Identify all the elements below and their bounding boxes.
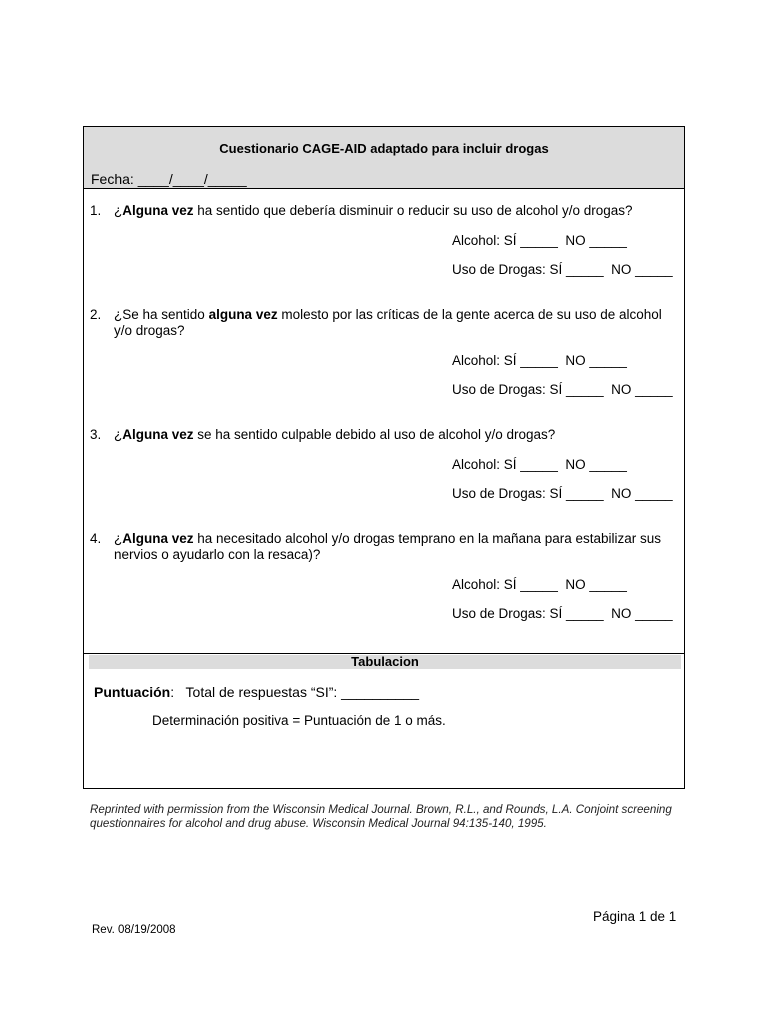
tabulation-title: Tabulacion [89,655,681,669]
questionnaire-form [83,126,685,789]
alcohol-answer-1[interactable]: Alcohol: SÍ _____ NO _____ [452,233,627,248]
alcohol-answer-3[interactable]: Alcohol: SÍ _____ NO _____ [452,457,627,472]
score-label: Puntuación [94,684,171,700]
date-field[interactable]: Fecha: ____/____/_____ [91,171,247,187]
question-prefix: ¿ [114,427,123,442]
alcohol-answer-4[interactable]: Alcohol: SÍ _____ NO _____ [452,577,627,592]
drugs-answer-2[interactable]: Uso de Drogas: SÍ _____ NO _____ [452,382,673,397]
question-text [114,203,680,219]
question-emphasis: Alguna vez [122,427,194,442]
revision-date: Rev. 08/19/2008 [92,924,176,936]
question-text [114,307,680,339]
reference-note: Reprinted with permission from the Wisconsin Medical Journal. Brown, R.L., and Rounds, L.A. Conjoint screening questionnaires for alcohol and drug abuse. Wisconsin Medical Journal 94:135-140, 1995. [90,803,672,830]
question-number: 2. [90,307,102,322]
question-prefix: ¿Se ha sentido [114,307,209,322]
question-body: molesto por las críticas de la gente acerca de su uso de alcohol y/o drogas? [114,307,662,338]
form-title: Cuestionario CAGE-AID adaptado para incluir drogas [219,141,549,156]
drugs-answer-1[interactable]: Uso de Drogas: SÍ _____ NO _____ [452,262,673,277]
question-body: ha sentido que debería disminuir o reducir su uso de alcohol y/o drogas? [193,203,633,218]
drugs-answer-3[interactable]: Uso de Drogas: SÍ _____ NO _____ [452,486,673,501]
alcohol-answer-2[interactable]: Alcohol: SÍ _____ NO _____ [452,353,627,368]
form-header [84,127,684,189]
page-number: Página 1 de 1 [593,909,677,924]
question-text [114,531,680,563]
question-text [114,427,680,443]
question-number: 3. [90,427,102,442]
question-emphasis: Alguna vez [122,531,194,546]
question-prefix: ¿ [114,203,123,218]
score-text: : Total de respuestas “SI”: __________ [170,684,420,700]
question-body: ha necesitado alcohol y/o drogas temprano en la mañana para estabilizar sus nervios o ayudarlo con la resaca)? [114,531,662,562]
question-prefix: ¿ [114,531,123,546]
question-number: 1. [90,203,102,218]
question-number: 4. [90,531,102,546]
question-emphasis: alguna vez [208,307,278,322]
question-emphasis: Alguna vez [122,203,194,218]
positive-determination: Determinación positiva = Puntuación de 1 o más. [152,713,446,728]
drugs-answer-4[interactable]: Uso de Drogas: SÍ _____ NO _____ [452,606,673,621]
question-body: se ha sentido culpable debido al uso de alcohol y/o drogas? [193,427,556,442]
score-line[interactable] [94,684,419,700]
